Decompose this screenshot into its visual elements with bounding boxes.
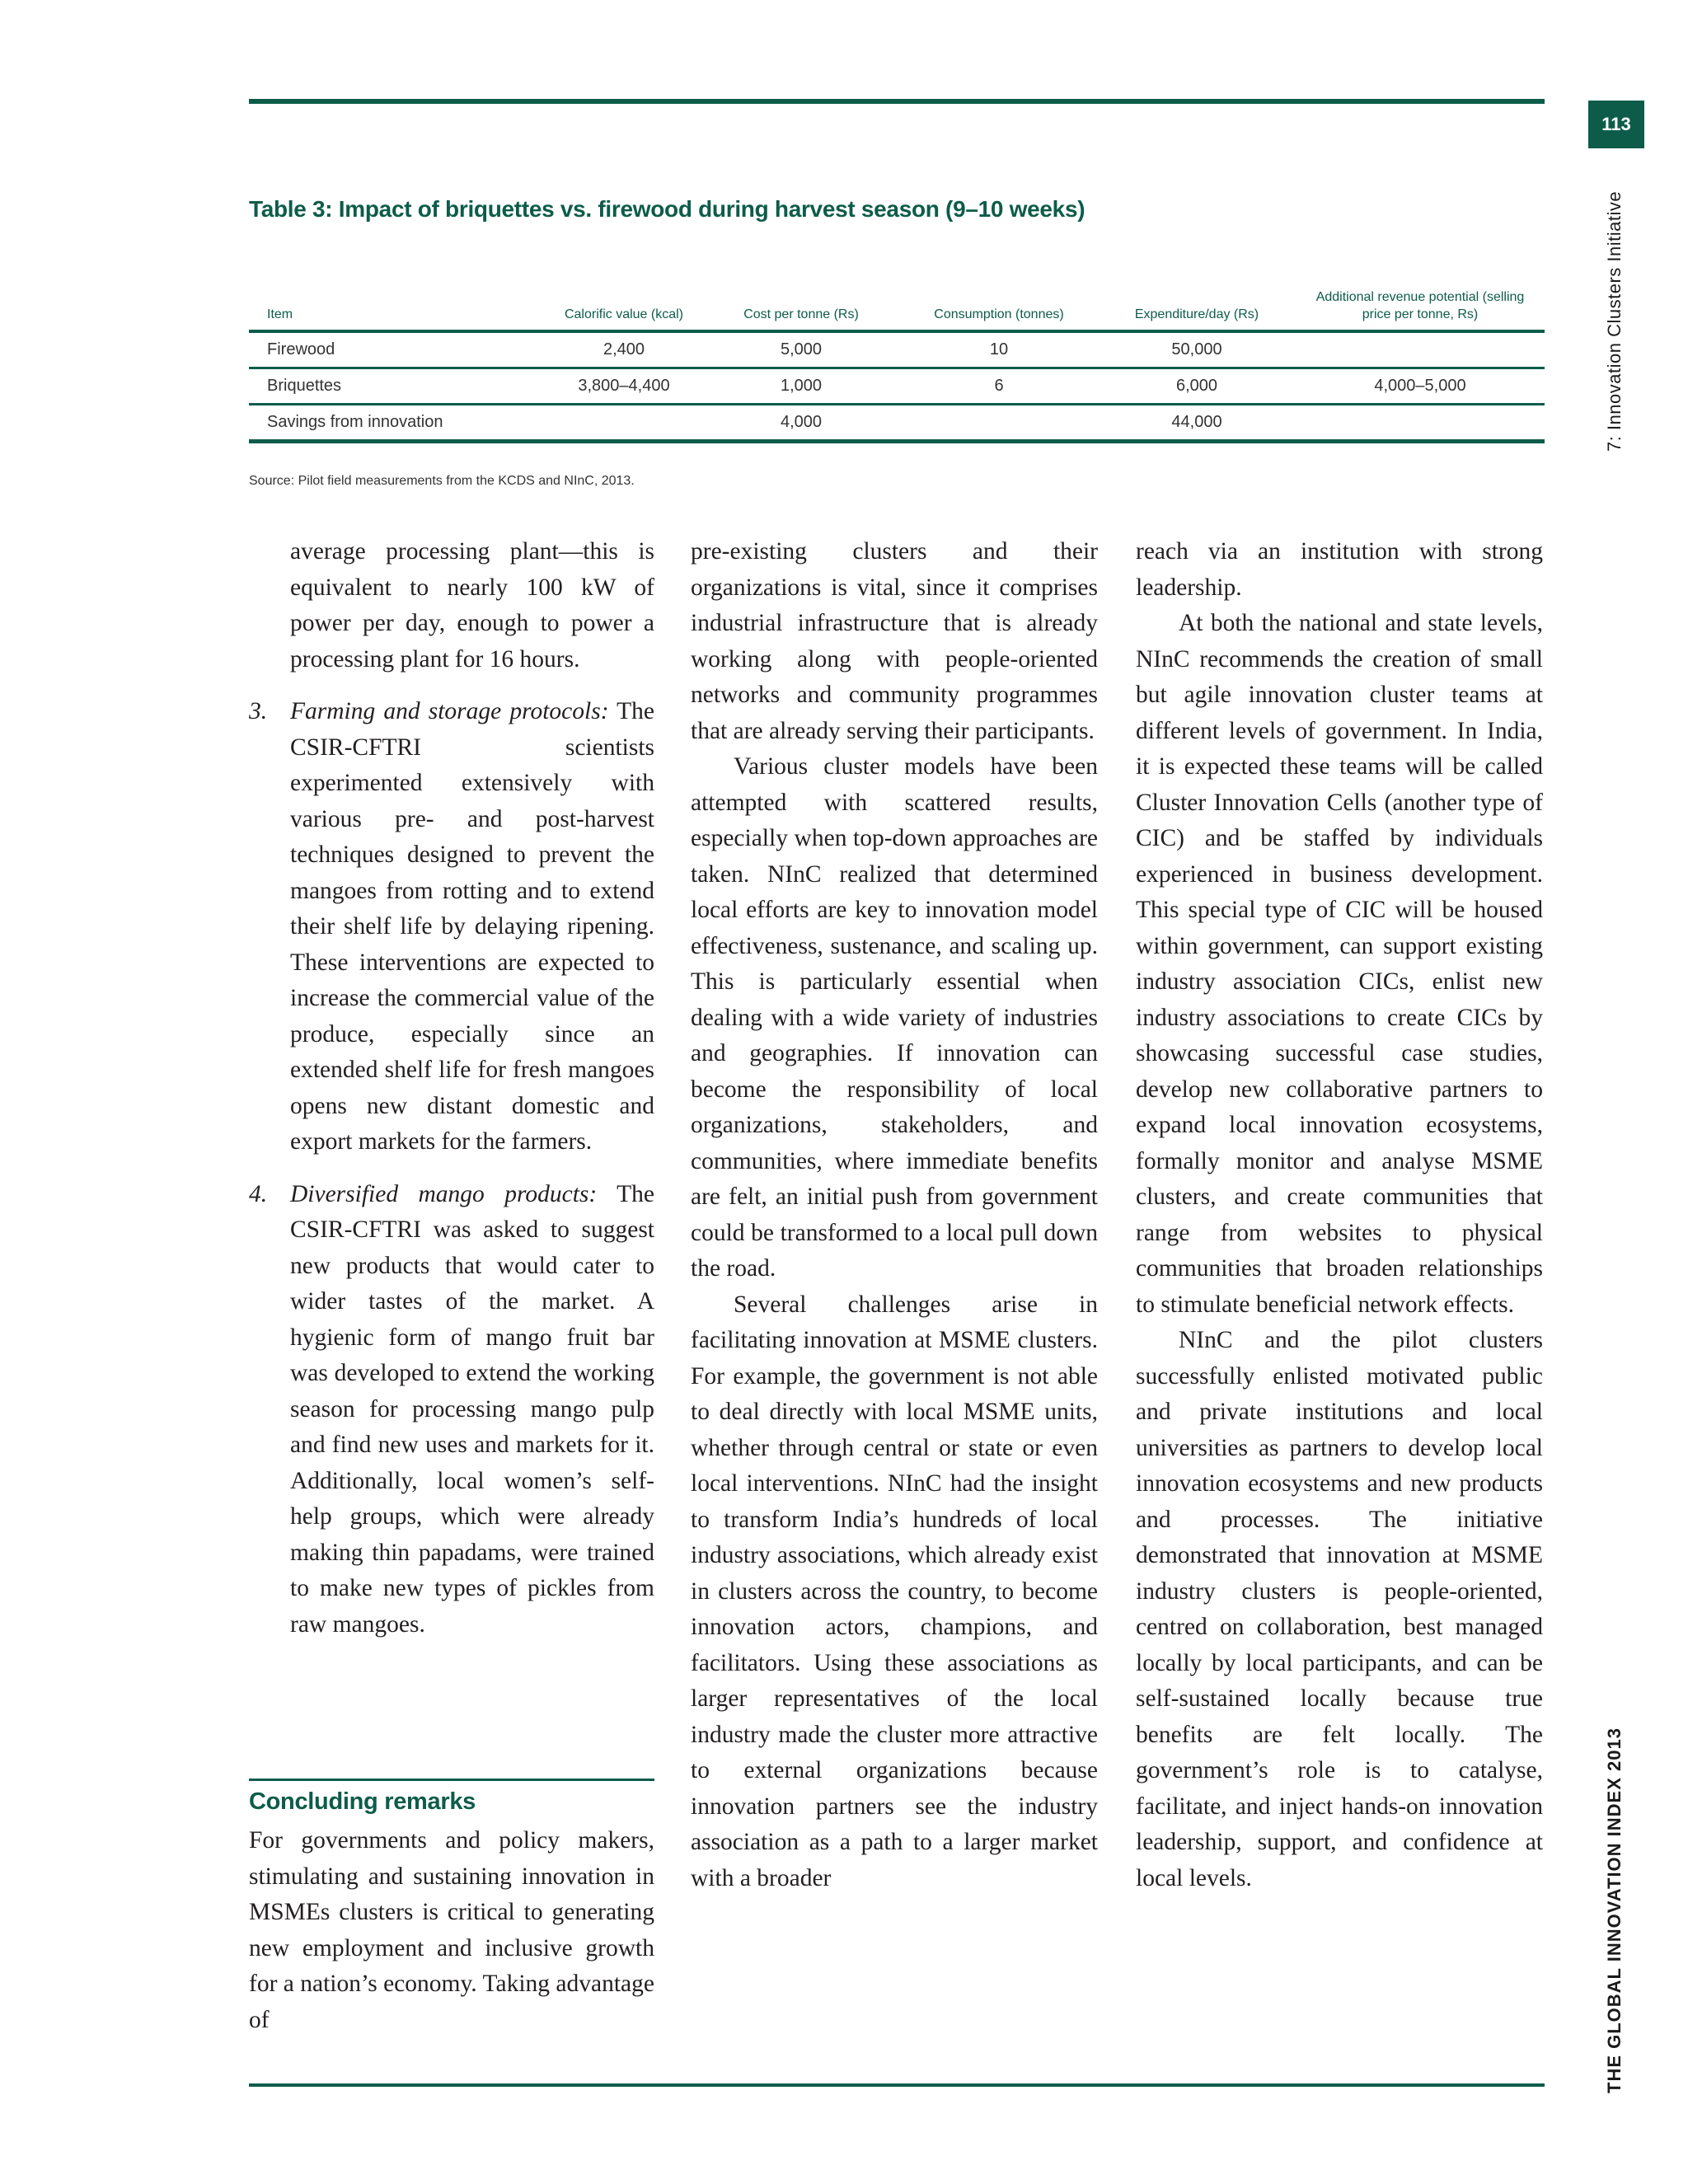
table-row	[249, 368, 1545, 405]
paragraph: For governments and policy makers, stimulating and sustaining innovation in MSMEs clusters is critical to generating new employment and inclusive growth for a nation’s economy. Taking advantage of	[249, 1827, 654, 2033]
list-item-body: The CSIR-CFTRI was asked to suggest new products that would cater to wider tastes of the market. A hygienic form of mango fruit bar was developed to extend the working season for processing mango pulp and find new uses and markets for it. Additionally, local women’s self-help groups, which were already making thin papadams, were trained to make new types of pickles from raw mangoes.	[290, 1180, 654, 1638]
table-cell: 2,400	[546, 331, 702, 368]
list-number: 4.	[249, 1180, 268, 1207]
column-3	[1136, 534, 1543, 1896]
table-source-note: Source: Pilot field measurements from the KCDS and NInC, 2013.	[249, 474, 635, 488]
table-row	[249, 405, 1545, 442]
table-cell: 44,000	[1098, 405, 1296, 442]
list-item-3	[249, 694, 654, 1160]
paragraph: At both the national and state levels, NInC recommends the creation of small but agile innovation cluster teams at different levels of government. In India, it is expected these teams will be called Cluster Innovation Cells (another type of CIC) and be staffed by individuals experienced in business development. This special type of CIC will be housed within government, can support existing industry association CICs, enlist new industry associations to create CICs by showcasing successful case studies, develop new collaborative partners to expand local innovation ecosystems, formally monitor and analyse MSME clusters, and create communities that range from websites to physical communities that broaden relationships to stimulate beneficial network effects.	[1136, 610, 1543, 1318]
table-cell: 1,000	[702, 368, 900, 405]
table-cell: 4,000–5,000	[1296, 368, 1545, 405]
list-item-4	[249, 1177, 654, 1643]
table-cell: Briquettes	[249, 368, 546, 405]
list-item-text	[290, 694, 654, 1160]
list-item-body: The CSIR-CFTRI scientists experimented extensively with various pre- and post-harvest techniques designed to prevent the mangoes from rotting and to extend their shelf life by delaying ripening. These interventions are expected to increase the commercial value of the produce, especially since an extended shelf life for fresh mangoes opens new distant domestic and export markets for the farmers.	[290, 698, 654, 1155]
table-header-cell: Calorific value (kcal)	[546, 280, 702, 331]
table-cell	[900, 405, 1098, 442]
bottom-rule	[249, 2083, 1545, 2087]
paragraph: reach via an institution with strong leadership.	[1136, 538, 1543, 601]
table-cell: 4,000	[702, 405, 900, 442]
column-1	[249, 534, 654, 1643]
list-item-term: Farming and storage protocols:	[290, 698, 609, 724]
table-header-row	[249, 280, 1545, 331]
top-rule	[249, 99, 1545, 104]
column-2	[691, 534, 1098, 1896]
table-cell: 6	[900, 368, 1098, 405]
paragraph: Various cluster models have been attempted with scattered results, especially when top-down approaches are taken. NInC realized that determined local efforts are key to innovation model effectiveness, sustenance, and scaling up. This is particularly essential when dealing with a wide variety of industries and geographies. If innovation can become the responsibility of local organizations, stakeholders, and communities, where immediate benefits are felt, an initial push from government could be transformed to a local pull down the road.	[691, 753, 1098, 1282]
table-cell	[546, 405, 702, 442]
paragraph: pre-existing clusters and their organizations is vital, since it comprises industrial infrastructure that is already working along with people-oriented networks and community programmes that are already serving their participants.	[691, 538, 1098, 744]
conclusion-text-block	[249, 1823, 654, 2038]
data-table	[249, 280, 1545, 443]
table-cell: 50,000	[1098, 331, 1296, 368]
table-header-cell: Cost per tonne (Rs)	[702, 280, 900, 331]
paragraph: Several challenges arise in facilitating innovation at MSME clusters. For example, the government is not able to deal directly with local MSME units, whether through central or state or even local interventions. NInC had the insight to transform India’s hundreds of local industry associations, which already exist in clusters across the country, to become innovation actors, champions, and facilitators. Using these associations as larger representatives of the local industry made the cluster more attractive to external organizations because innovation partners see the industry association as a path to a larger market with a broader	[691, 1291, 1098, 1891]
table-header-cell: Additional revenue potential (selling price per tonne, Rs)	[1296, 280, 1545, 331]
section-heading: Concluding remarks	[249, 1788, 476, 1815]
table-cell: 10	[900, 331, 1098, 368]
section-rule	[249, 1779, 654, 1781]
page-number: 113	[1588, 101, 1644, 148]
paragraph: average processing plant—this is equivalent to nearly 100 kW of power per day, enough to power a processing plant for 16 hours.	[290, 538, 654, 673]
table-header-cell: Consumption (tonnes)	[900, 280, 1098, 331]
table-cell	[1296, 405, 1545, 442]
list-item-text	[290, 1177, 654, 1643]
table-cell: Savings from innovation	[249, 405, 546, 442]
list-number: 3.	[249, 698, 268, 724]
table-cell: 6,000	[1098, 368, 1296, 405]
table-cell: 5,000	[702, 331, 900, 368]
table-cell: Firewood	[249, 331, 546, 368]
table-header-cell: Expenditure/day (Rs)	[1098, 280, 1296, 331]
table-row	[249, 331, 1545, 368]
list-item-term: Diversified mango products:	[290, 1180, 598, 1207]
table-title: Table 3: Impact of briquettes vs. firewood during harvest season (9–10 weeks)	[249, 196, 1085, 222]
table-cell: 3,800–4,400	[546, 368, 702, 405]
paragraph: NInC and the pilot clusters successfully enlisted motivated public and private institutions and local universities as partners to develop local innovation ecosystems and new products and processes. The initiative demonstrated that innovation at MSME industry clusters is people-oriented, centred on collaboration, best managed locally by local participants, and can be self-sustained locally because true benefits are felt locally. The government’s role is to catalyse, facilitate, and inject hands-on innovation leadership, support, and confidence at local levels.	[1136, 1327, 1543, 1891]
table-cell	[1296, 331, 1545, 368]
journal-label: THE GLOBAL INNOVATION INDEX 2013	[1604, 1727, 1625, 2093]
table-header-cell: Item	[249, 280, 546, 331]
chapter-label: 7: Innovation Clusters Initiative	[1604, 190, 1625, 452]
